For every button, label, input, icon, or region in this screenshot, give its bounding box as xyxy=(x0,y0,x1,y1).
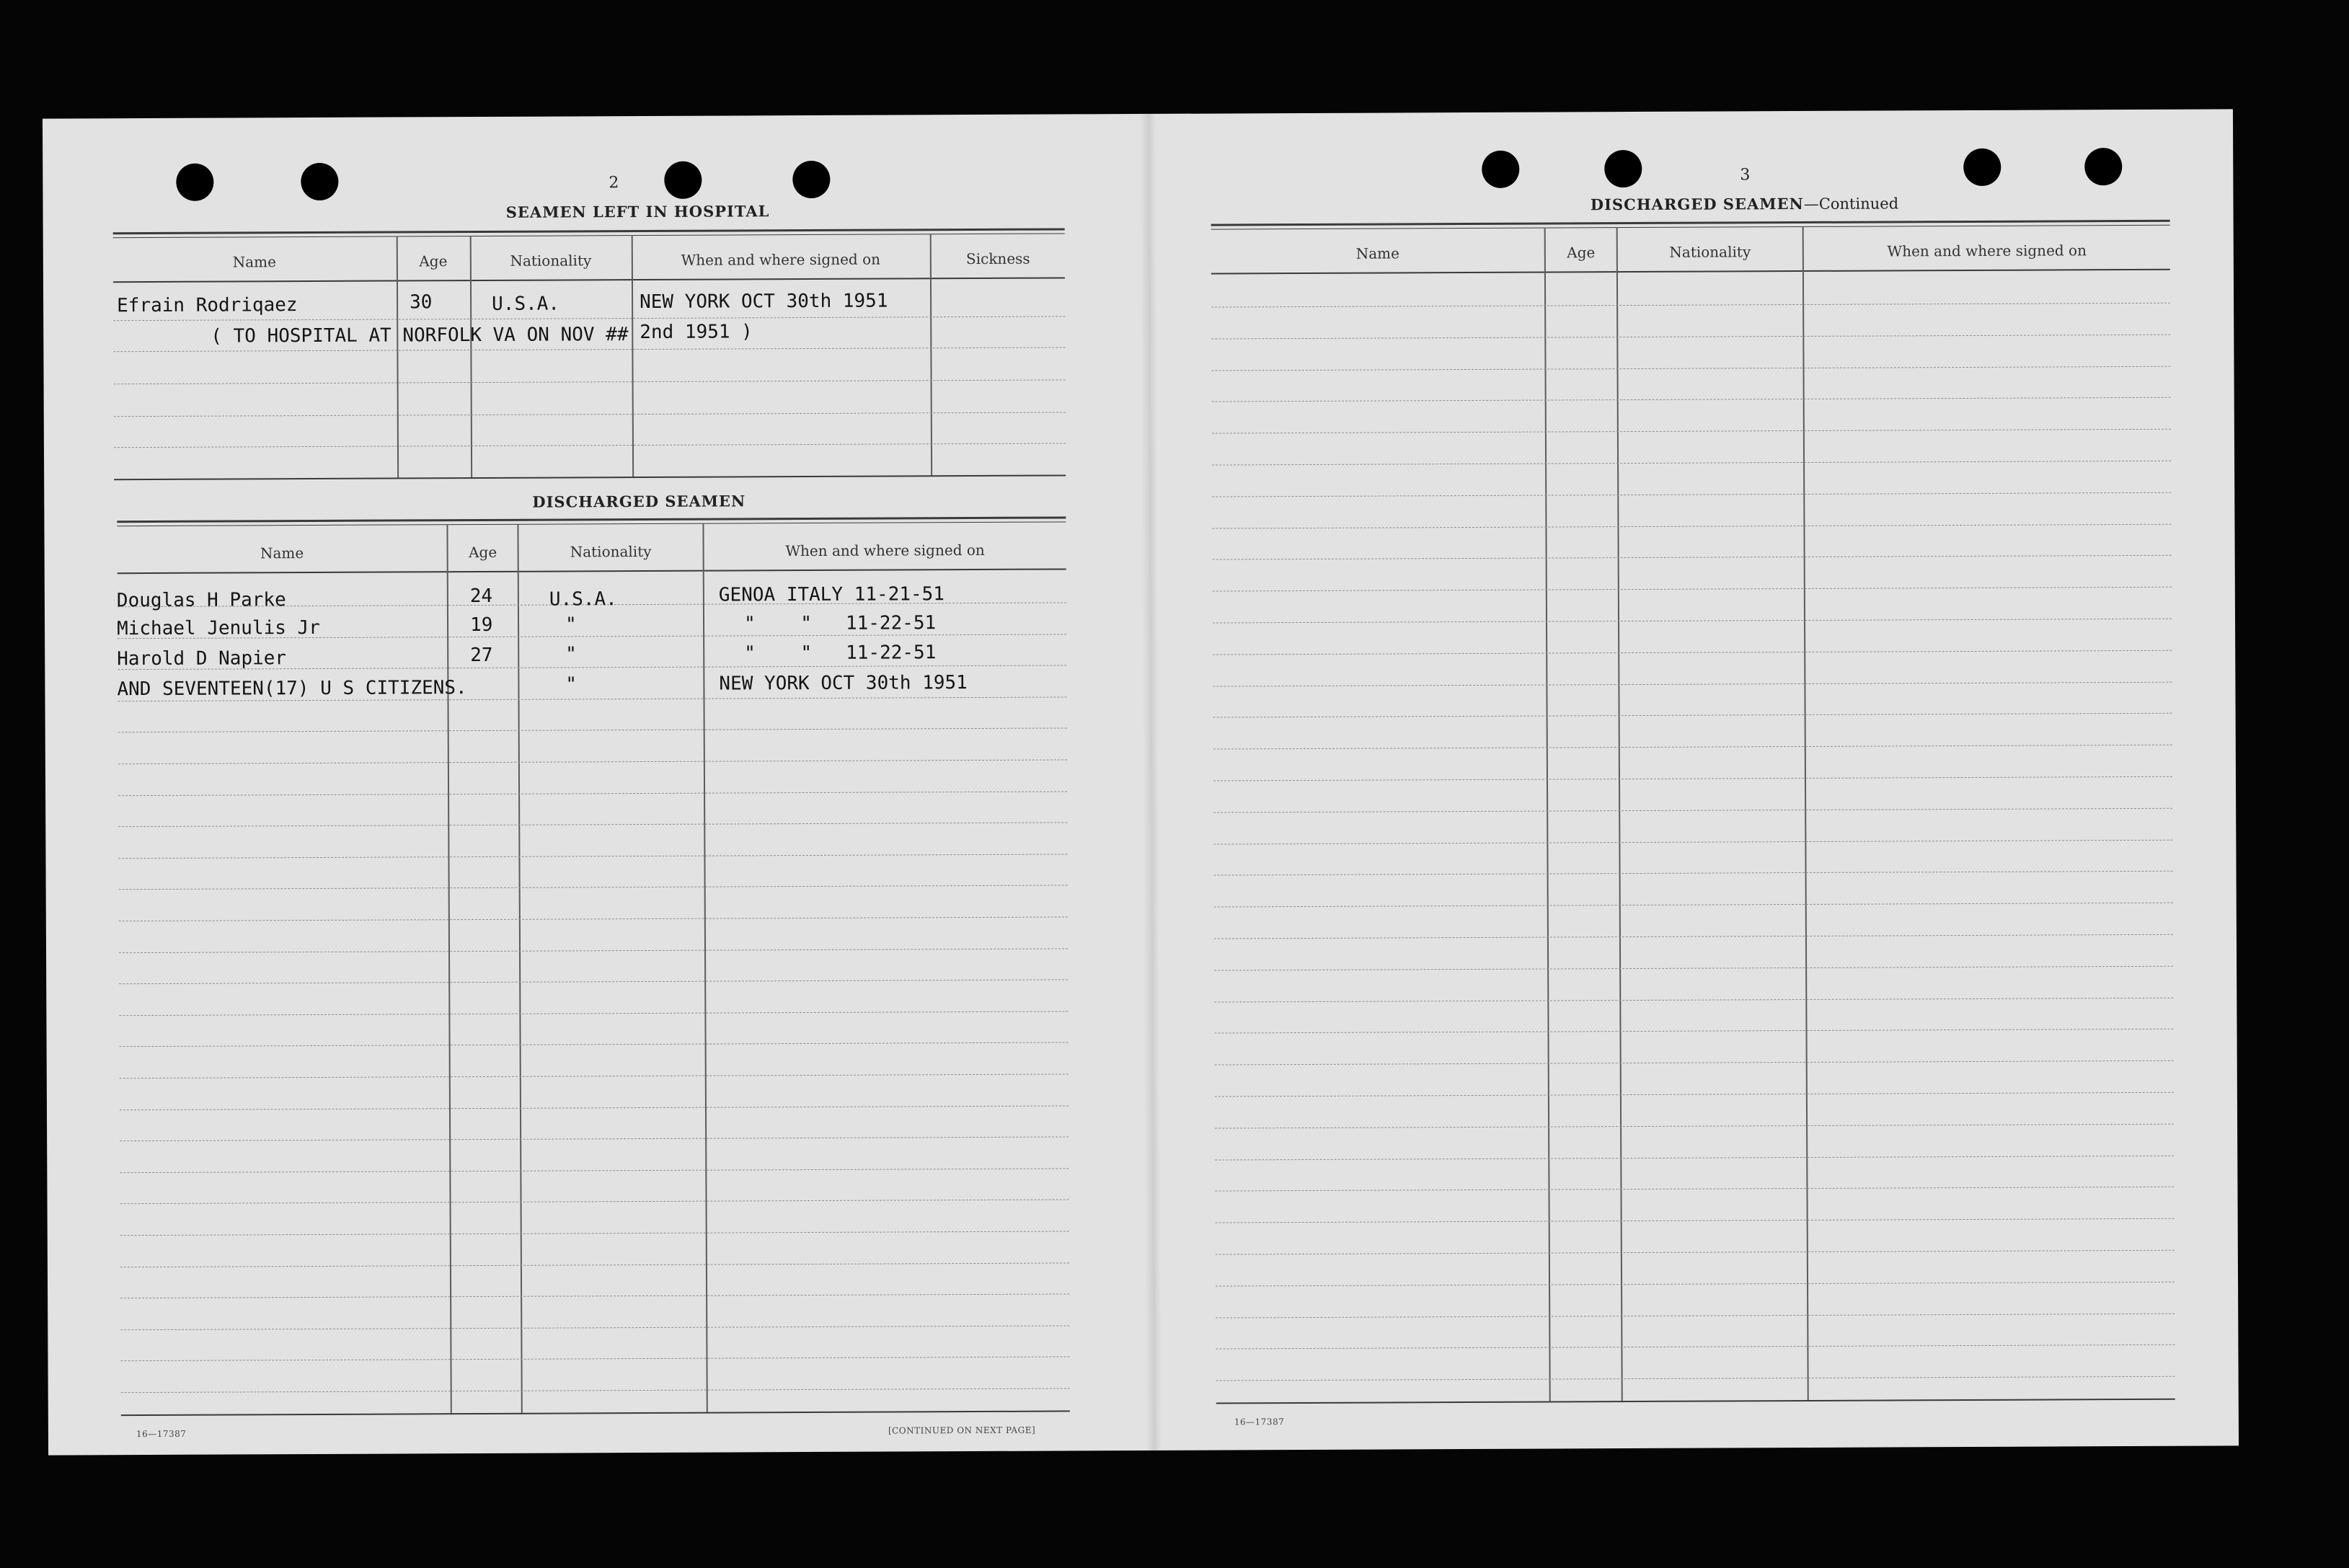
discharged-row-2-signed-on: " " 11-22-51 xyxy=(743,612,937,635)
ruled-line xyxy=(1212,492,2171,497)
ruled-line xyxy=(1211,303,2170,308)
ruled-line xyxy=(1212,366,2171,371)
discharged-row-lines xyxy=(43,109,2233,118)
discharged-row-1-signed-on: GENOA ITALY 11-21-51 xyxy=(718,583,945,606)
punch-hole xyxy=(301,163,338,200)
ruled-line xyxy=(1212,429,2171,434)
ruled-line xyxy=(118,727,1067,732)
discharged-row-3-age: 27 xyxy=(470,644,493,667)
ruled-line xyxy=(1213,713,2172,718)
ruled-line xyxy=(119,979,1068,984)
ruled-line xyxy=(120,1231,1069,1236)
discharged-header-name: Name xyxy=(260,544,304,562)
ruled-line xyxy=(1216,1250,2175,1255)
ruled-line xyxy=(1212,524,2171,529)
right-header-signed-on: When and where signed on xyxy=(1887,242,2087,260)
ruled-line xyxy=(118,822,1067,827)
ruled-line xyxy=(1215,1124,2174,1129)
ruled-line xyxy=(120,1293,1069,1298)
ruled-line xyxy=(120,1105,1069,1110)
punch-hole xyxy=(1604,150,1642,187)
hospital-header-nationality: Nationality xyxy=(510,252,592,270)
discharged-row-1-nationality: U.S.A. xyxy=(549,588,617,611)
discharged-header-signed-on: When and where signed on xyxy=(785,541,985,560)
ruled-line xyxy=(1213,808,2172,813)
ruled-line xyxy=(1213,682,2172,687)
page-number-right: 3 xyxy=(1740,166,1751,185)
ruled-line xyxy=(1214,998,2173,1003)
ruled-line xyxy=(1213,650,2172,655)
ruled-line xyxy=(1214,871,2173,876)
hospital-section-title: SEAMEN LEFT IN HOSPITAL xyxy=(505,202,770,221)
right-row-lines xyxy=(43,109,2233,118)
ruled-line xyxy=(118,759,1067,764)
ruled-line xyxy=(1215,1029,2174,1034)
ruled-line xyxy=(119,885,1068,890)
ruled-line xyxy=(1216,1314,2175,1319)
right-header-nationality: Nationality xyxy=(1669,243,1751,261)
ruled-line xyxy=(1214,934,2173,939)
hospital-entry-note: ( TO HOSPITAL AT NORFOLK VA ON NOV ## xyxy=(211,324,629,347)
page-number-left: 2 xyxy=(609,174,619,192)
ruled-line xyxy=(120,1199,1069,1204)
hospital-header-age: Age xyxy=(419,252,448,270)
ruled-line xyxy=(120,1325,1069,1330)
ruled-line xyxy=(120,1042,1069,1047)
ruled-line xyxy=(1212,397,2171,402)
hospital-entry-age: 30 xyxy=(410,291,433,314)
ruled-line xyxy=(120,1356,1069,1361)
form-number-left: 16—17387 xyxy=(136,1428,187,1440)
ruled-line xyxy=(1213,776,2172,781)
hospital-entry-nationality: U.S.A. xyxy=(492,293,560,315)
discharged-row-2-nationality: " xyxy=(565,614,577,636)
discharged-row-2-age: 19 xyxy=(469,614,493,637)
form-number-right: 16—17387 xyxy=(1234,1417,1285,1427)
punch-hole xyxy=(1963,149,2001,186)
ruled-line xyxy=(120,1168,1069,1173)
discharged-row-1-name: Douglas H Parke xyxy=(116,589,286,612)
ruled-line xyxy=(120,1136,1069,1141)
ruled-line xyxy=(118,854,1067,859)
discharged-header-nationality: Nationality xyxy=(570,542,652,561)
hospital-header-sickness: Sickness xyxy=(965,249,1030,268)
document-sheet xyxy=(43,109,2239,1455)
right-header-name: Name xyxy=(1355,244,1399,262)
ruled-line xyxy=(118,791,1067,796)
ruled-line xyxy=(119,916,1068,921)
punch-hole xyxy=(664,161,702,199)
punch-hole xyxy=(1482,151,1519,188)
ruled-line xyxy=(1215,1187,2174,1192)
ruled-line xyxy=(1211,335,2170,340)
ruled-line xyxy=(1216,1282,2175,1287)
discharged-row-3-signed-on: " " 11-22-51 xyxy=(744,642,937,665)
discharged-section-title: DISCHARGED SEAMEN xyxy=(532,492,746,511)
hospital-entry-name: Efrain Rodriqaez xyxy=(117,294,298,317)
hospital-header-name: Name xyxy=(232,253,277,271)
discharged-row-3-name: Harold D Napier xyxy=(117,647,287,670)
discharged-row-4-signed-on: NEW YORK OCT 30th 1951 xyxy=(719,672,968,695)
punch-hole xyxy=(792,161,830,198)
continued-note: [CONTINUED ON NEXT PAGE] xyxy=(888,1425,1036,1436)
ruled-line xyxy=(1216,1218,2175,1223)
hospital-entry-signed-on: NEW YORK OCT 30th 1951 xyxy=(640,290,888,314)
right-section-title-text: DISCHARGED SEAMEN xyxy=(1590,194,1804,214)
punch-hole xyxy=(176,164,213,201)
punch-hole xyxy=(2084,148,2122,185)
discharged-row-4-nationality: " xyxy=(565,673,578,696)
hospital-header-signed-on: When and where signed on xyxy=(681,250,881,269)
ruled-line xyxy=(1215,1060,2174,1066)
right-header-age: Age xyxy=(1567,244,1596,262)
ruled-line xyxy=(119,948,1068,953)
ruled-line xyxy=(1216,1345,2175,1350)
ruled-line xyxy=(1213,587,2172,592)
ruled-line xyxy=(1215,1156,2174,1161)
ruled-line xyxy=(119,1011,1068,1016)
ruled-line xyxy=(121,1388,1070,1393)
ruled-line xyxy=(1213,555,2172,560)
discharged-row-1-age: 24 xyxy=(469,585,493,608)
discharged-header-age: Age xyxy=(469,543,497,562)
hospital-entry-note-continued: 2nd 1951 ) xyxy=(640,321,753,344)
right-section-title xyxy=(1492,194,1996,214)
discharged-row-3-nationality: " xyxy=(565,643,577,665)
ruled-line xyxy=(1213,840,2172,845)
discharged-row-4-name: AND SEVENTEEN(17) U S CITIZENS. xyxy=(117,677,467,701)
ruled-line xyxy=(1216,1376,2175,1381)
center-fold xyxy=(1140,114,1162,1450)
ruled-line xyxy=(120,1073,1069,1078)
ruled-line xyxy=(1215,1092,2174,1097)
ruled-line xyxy=(1213,619,2172,624)
ruled-line xyxy=(1212,461,2171,466)
ruled-line xyxy=(1214,966,2173,971)
ruled-line xyxy=(1214,903,2173,908)
discharged-row-2-name: Michael Jenulis Jr xyxy=(116,616,320,640)
ruled-line xyxy=(120,1262,1069,1267)
ruled-line xyxy=(1213,745,2172,750)
right-section-title-suffix: —Continued xyxy=(1803,195,1899,213)
